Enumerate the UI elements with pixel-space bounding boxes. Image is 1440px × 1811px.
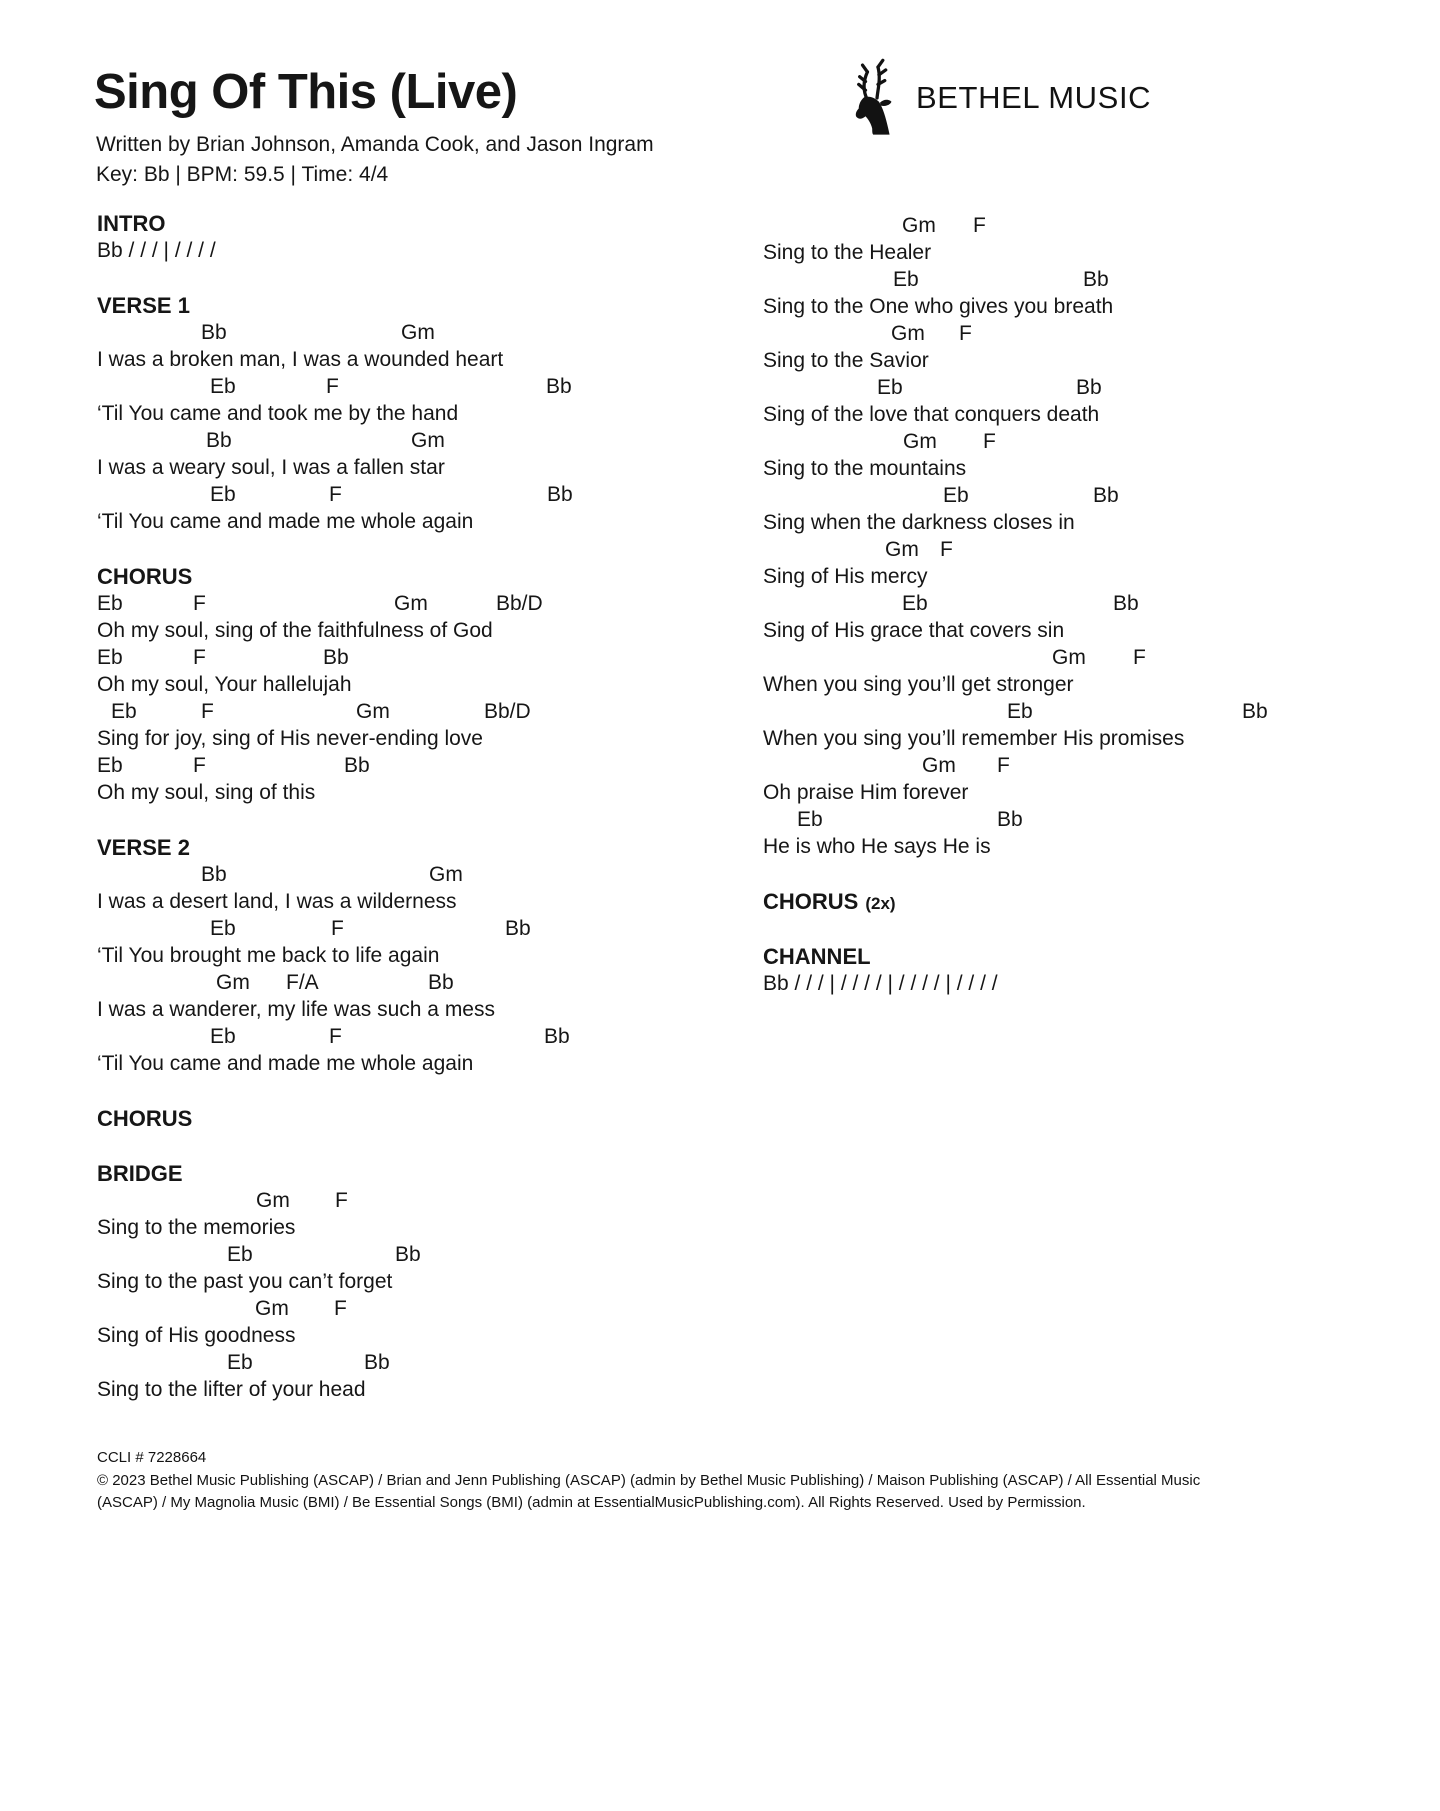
chord: Gm xyxy=(356,700,390,723)
lyric-line: Sing to the memories xyxy=(97,1216,296,1239)
lyric-line: I was a broken man, I was a wounded heart xyxy=(97,348,504,371)
chord: Eb xyxy=(97,754,123,777)
column-left xyxy=(97,210,717,1403)
section-heading: VERSE 2 xyxy=(97,835,190,860)
lyric-line: Sing for joy, sing of His never-ending love xyxy=(97,727,483,750)
chord-line xyxy=(97,969,717,996)
lyric-line: Sing of His grace that covers sin xyxy=(763,619,1065,642)
key-bpm-time-meta: Key: Bb | BPM: 59.5 | Time: 4/4 xyxy=(96,163,389,186)
copyright-line-1: © 2023 Bethel Music Publishing (ASCAP) / Brian and Jenn Publishing (ASCAP) (admin by Bethel Music Publishing) / Maison Publishing (ASCAP) / All Essential Music xyxy=(97,1471,1201,1489)
chord: Bb xyxy=(201,321,227,344)
chord: F xyxy=(334,1297,347,1320)
lyric-line: Sing of the love that conquers death xyxy=(763,403,1100,426)
brand-text: BETHEL MUSIC xyxy=(916,80,1152,115)
song-section xyxy=(97,292,717,535)
chord: Bb xyxy=(428,971,454,994)
chord: F xyxy=(329,1025,342,1048)
chord-line xyxy=(763,266,1383,293)
chord: Bb/D xyxy=(496,592,543,615)
chord: Eb xyxy=(902,592,928,615)
lyric-line: Sing to the One who gives you breath xyxy=(763,295,1114,318)
chord: Eb xyxy=(943,484,969,507)
chord-line xyxy=(97,644,717,671)
chord-line xyxy=(763,590,1383,617)
chord: F xyxy=(193,592,206,615)
chord: Bb/D xyxy=(484,700,531,723)
chord: Gm xyxy=(411,429,445,452)
chord-line xyxy=(763,428,1383,455)
lyric-line: Sing of His goodness xyxy=(97,1324,296,1347)
ccli-number: CCLI # 7228664 xyxy=(97,1449,207,1466)
chord: F xyxy=(326,375,339,398)
chord: Gm xyxy=(256,1189,290,1212)
chord: Gm xyxy=(902,214,936,237)
chord: Gm xyxy=(216,971,250,994)
lyric-line: ‘Til You brought me back to life again xyxy=(97,944,440,967)
chord: Eb xyxy=(210,917,236,940)
chord-line xyxy=(763,536,1383,563)
chord: F/A xyxy=(286,971,319,994)
section-heading: CHORUS (2x) xyxy=(763,889,896,914)
lyric-line: Sing of His mercy xyxy=(763,565,928,588)
chord-line xyxy=(97,1241,717,1268)
chord: Gm xyxy=(922,754,956,777)
chord: Bb xyxy=(547,483,573,506)
chord: Bb xyxy=(1076,376,1102,399)
chord-line xyxy=(97,861,717,888)
chord: Eb xyxy=(210,1025,236,1048)
footer xyxy=(97,1447,1372,1515)
chord: Eb xyxy=(111,700,137,723)
chord: Gm xyxy=(903,430,937,453)
section-heading: BRIDGE xyxy=(97,1161,183,1186)
chord: Eb xyxy=(210,483,236,506)
chord: Bb xyxy=(344,754,370,777)
chord: Bb xyxy=(546,375,572,398)
chord: Eb xyxy=(797,808,823,831)
chord: Gm xyxy=(255,1297,289,1320)
lyric-line: Oh my soul, sing of the faithfulness of God xyxy=(97,619,493,642)
chord: Eb xyxy=(893,268,919,291)
lyric-line: He is who He says He is xyxy=(763,835,991,858)
chord-pattern-line: Bb / / / | / / / / | / / / / | / / / / xyxy=(763,972,998,995)
section-heading: INTRO xyxy=(97,211,166,236)
chord-line xyxy=(763,482,1383,509)
chord: Bb xyxy=(201,863,227,886)
song-title: Sing Of This (Live) xyxy=(94,65,518,119)
chord: Bb xyxy=(395,1243,421,1266)
song-section xyxy=(97,1160,717,1403)
chord: Bb xyxy=(206,429,232,452)
song-section xyxy=(763,888,1383,915)
chord-line xyxy=(763,698,1383,725)
chord: Bb xyxy=(505,917,531,940)
lyric-line: I was a wanderer, my life was such a mess xyxy=(97,998,495,1021)
chord-line xyxy=(97,1349,717,1376)
chord: Eb xyxy=(227,1243,253,1266)
lyric-line: I was a desert land, I was a wilderness xyxy=(97,890,457,913)
bethel-music-logo xyxy=(851,58,1151,138)
chord-line xyxy=(97,427,717,454)
song-section xyxy=(97,563,717,806)
chord: Bb xyxy=(1242,700,1268,723)
section-heading: CHANNEL xyxy=(763,944,871,969)
chord: Gm xyxy=(1052,646,1086,669)
chord-line xyxy=(97,698,717,725)
section-heading: CHORUS xyxy=(97,1106,193,1131)
lyric-line: Oh praise Him forever xyxy=(763,781,969,804)
chord-line xyxy=(97,481,717,508)
chord: Gm xyxy=(401,321,435,344)
chord: Bb xyxy=(1083,268,1109,291)
song-section xyxy=(97,834,717,1077)
lyric-line: Oh my soul, sing of this xyxy=(97,781,316,804)
chord-line xyxy=(97,319,717,346)
chord: F xyxy=(331,917,344,940)
chord: Eb xyxy=(210,375,236,398)
section-heading: VERSE 1 xyxy=(97,293,190,318)
chord-line xyxy=(97,915,717,942)
chord-line xyxy=(97,1295,717,1322)
lyric-line: I was a weary soul, I was a fallen star xyxy=(97,456,445,479)
chord: Bb xyxy=(323,646,349,669)
chord-line xyxy=(97,1187,717,1214)
chord: F xyxy=(973,214,986,237)
chord: F xyxy=(335,1189,348,1212)
chord: Eb xyxy=(97,592,123,615)
lyric-line: Oh my soul, Your hallelujah xyxy=(97,673,352,696)
chord: Eb xyxy=(1007,700,1033,723)
chord: F xyxy=(997,754,1010,777)
chord: Eb xyxy=(227,1351,253,1374)
chord-line xyxy=(763,644,1383,671)
stag-icon xyxy=(851,57,905,140)
chord-line xyxy=(97,590,717,617)
column-right xyxy=(763,212,1383,997)
lyric-line: ‘Til You came and made me whole again xyxy=(97,1052,474,1075)
chord-line xyxy=(97,1023,717,1050)
section-heading: CHORUS xyxy=(97,564,193,589)
lyric-line: When you sing you’ll remember His promises xyxy=(763,727,1185,750)
chord-line xyxy=(763,320,1383,347)
chord: F xyxy=(201,700,214,723)
chord: Bb xyxy=(1093,484,1119,507)
lyric-line: When you sing you’ll get stronger xyxy=(763,673,1074,696)
chord: Gm xyxy=(891,322,925,345)
lyric-line: Sing when the darkness closes in xyxy=(763,511,1075,534)
chord-line xyxy=(97,752,717,779)
chord-line xyxy=(763,806,1383,833)
chord-line xyxy=(763,374,1383,401)
chord: Gm xyxy=(429,863,463,886)
chord: F xyxy=(193,754,206,777)
chord: Bb xyxy=(997,808,1023,831)
chord: F xyxy=(959,322,972,345)
byline: Written by Brian Johnson, Amanda Cook, and Jason Ingram xyxy=(96,133,654,156)
chord: Eb xyxy=(97,646,123,669)
chord-pattern-line: Bb / / / | / / / / xyxy=(97,239,216,262)
song-section xyxy=(763,943,1383,997)
lyric-line: Sing to the lifter of your head xyxy=(97,1378,366,1401)
chord: Gm xyxy=(394,592,428,615)
song-section xyxy=(97,1105,717,1132)
song-section xyxy=(763,212,1383,860)
lyric-line: Sing to the past you can’t forget xyxy=(97,1270,393,1293)
chord-line xyxy=(763,212,1383,239)
section-heading-suffix: (2x) xyxy=(865,894,896,913)
copyright-line-2: (ASCAP) / My Magnolia Music (BMI) / Be Essential Songs (BMI) (admin at EssentialMusicPublishing.com). All Rights Reserved. Used by Permission. xyxy=(97,1494,1086,1511)
lyric-line: Sing to the mountains xyxy=(763,457,967,480)
chord: F xyxy=(983,430,996,453)
chord-line xyxy=(763,752,1383,779)
chord: Bb xyxy=(544,1025,570,1048)
chord: F xyxy=(940,538,953,561)
chord: F xyxy=(193,646,206,669)
chord-line xyxy=(97,373,717,400)
chord: Eb xyxy=(877,376,903,399)
lyric-line: ‘Til You came and took me by the hand xyxy=(97,402,459,425)
chord: Gm xyxy=(885,538,919,561)
lyric-line: ‘Til You came and made me whole again xyxy=(97,510,474,533)
song-section xyxy=(97,210,717,264)
chord: F xyxy=(329,483,342,506)
lyric-line: Sing to the Savior xyxy=(763,349,929,372)
chord: Bb xyxy=(1113,592,1139,615)
chord: F xyxy=(1133,646,1146,669)
lyric-line: Sing to the Healer xyxy=(763,241,932,264)
chord: Bb xyxy=(364,1351,390,1374)
